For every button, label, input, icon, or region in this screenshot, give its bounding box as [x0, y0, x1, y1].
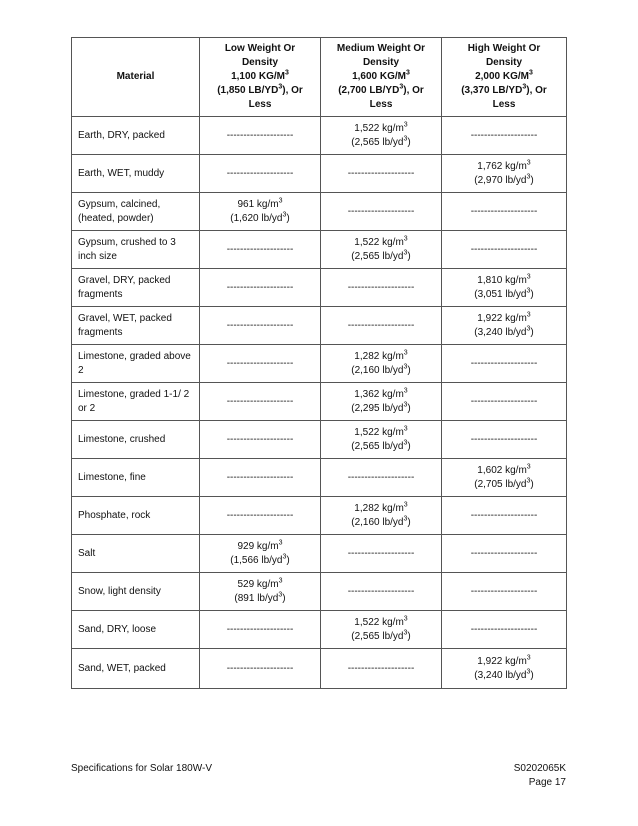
empty-dash-cell: --------------------: [200, 459, 321, 497]
empty-dash-cell: --------------------: [321, 269, 442, 307]
table-row: [72, 573, 567, 611]
table-row: [72, 383, 567, 421]
table-row: [72, 345, 567, 383]
density-value-cell: 1,762 $kg/m^3$ (2,970 $lb/yd^3$): [442, 155, 567, 193]
empty-dash-cell: --------------------: [442, 421, 567, 459]
empty-dash-cell: --------------------: [442, 611, 567, 649]
empty-dash-cell: --------------------: [321, 535, 442, 573]
material-cell: Gravel, DRY, packed fragments: [72, 269, 200, 307]
empty-dash-cell: --------------------: [442, 497, 567, 535]
empty-dash-cell: --------------------: [321, 155, 442, 193]
material-cell: Limestone, crushed: [72, 421, 200, 459]
empty-dash-cell: --------------------: [200, 269, 321, 307]
material-cell: Salt: [72, 535, 200, 573]
header-row: [72, 38, 567, 117]
empty-dash-cell: --------------------: [200, 421, 321, 459]
material-cell: Snow, light density: [72, 573, 200, 611]
density-value-cell: 1,810 $kg/m^3$ (3,051 $lb/yd^3$): [442, 269, 567, 307]
density-table: [71, 37, 567, 689]
material-cell: Sand, DRY, loose: [72, 611, 200, 649]
density-value-cell: 1,282 $kg/m^3$ (2,160 $lb/yd^3$): [321, 497, 442, 535]
material-cell: Phosphate, rock: [72, 497, 200, 535]
empty-dash-cell: --------------------: [200, 497, 321, 535]
table-row: [72, 497, 567, 535]
table-row: [72, 459, 567, 497]
table-row: [72, 269, 567, 307]
table-row: [72, 193, 567, 231]
footer-title: Specifications for Solar 180W-V: [71, 763, 212, 774]
material-cell: Sand, WET, packed: [72, 649, 200, 689]
empty-dash-cell: --------------------: [442, 383, 567, 421]
empty-dash-cell: --------------------: [442, 117, 567, 155]
empty-dash-cell: --------------------: [200, 345, 321, 383]
table-row: [72, 535, 567, 573]
table-row: [72, 231, 567, 269]
empty-dash-cell: --------------------: [442, 535, 567, 573]
empty-dash-cell: --------------------: [200, 307, 321, 345]
material-cell: Gypsum, crushed to 3 inch size: [72, 231, 200, 269]
header-low-weight: Low Weight Or Density 1,100 $KG/M^3$ (1,850 $LB/YD^3$), Or Less: [200, 38, 321, 117]
density-value-cell: 1,922 $kg/m^3$ (3,240 $lb/yd^3$): [442, 649, 567, 689]
empty-dash-cell: --------------------: [442, 231, 567, 269]
material-cell: Gypsum, calcined, (heated, powder): [72, 193, 200, 231]
empty-dash-cell: --------------------: [200, 231, 321, 269]
footer-page-info: [514, 762, 566, 790]
table-row: [72, 611, 567, 649]
empty-dash-cell: --------------------: [442, 193, 567, 231]
empty-dash-cell: --------------------: [321, 193, 442, 231]
density-value-cell: 1,282 $kg/m^3$ (2,160 $lb/yd^3$): [321, 345, 442, 383]
table-row: [72, 155, 567, 193]
density-value-cell: 1,522 $kg/m^3$ (2,565 $lb/yd^3$): [321, 611, 442, 649]
doc-number: S0202065K: [513, 763, 566, 774]
empty-dash-cell: --------------------: [321, 573, 442, 611]
density-value-cell: 1,602 $kg/m^3$ (2,705 $lb/yd^3$): [442, 459, 567, 497]
density-value-cell: 1,362 $kg/m^3$ (2,295 $lb/yd^3$): [321, 383, 442, 421]
empty-dash-cell: --------------------: [442, 345, 567, 383]
header-medium-weight: Medium Weight Or Density 1,600 $KG/M^3$ (2,700 $LB/YD^3$), Or Less: [321, 38, 442, 117]
empty-dash-cell: --------------------: [200, 611, 321, 649]
page-number: Page 17: [528, 777, 566, 788]
empty-dash-cell: --------------------: [200, 383, 321, 421]
density-value-cell: 529 $kg/m^3$ (891 $lb/yd^3$): [200, 573, 321, 611]
density-value-cell: 1,522 $kg/m^3$ (2,565 $lb/yd^3$): [321, 421, 442, 459]
material-cell: Limestone, graded 1-1/ 2 or 2: [72, 383, 200, 421]
table-row: [72, 117, 567, 155]
density-value-cell: 929 $kg/m^3$ (1,566 $lb/yd^3$): [200, 535, 321, 573]
material-cell: Limestone, fine: [72, 459, 200, 497]
empty-dash-cell: --------------------: [200, 117, 321, 155]
table-body: [72, 117, 567, 689]
density-value-cell: 1,922 $kg/m^3$ (3,240 $lb/yd^3$): [442, 307, 567, 345]
material-cell: Earth, WET, muddy: [72, 155, 200, 193]
empty-dash-cell: --------------------: [321, 459, 442, 497]
density-value-cell: 961 $kg/m^3$ (1,620 $lb/yd^3$): [200, 193, 321, 231]
empty-dash-cell: --------------------: [200, 155, 321, 193]
empty-dash-cell: --------------------: [321, 649, 442, 689]
density-value-cell: 1,522 $kg/m^3$ (2,565 $lb/yd^3$): [321, 117, 442, 155]
empty-dash-cell: --------------------: [321, 307, 442, 345]
material-cell: Limestone, graded above 2: [72, 345, 200, 383]
header-material: Material: [72, 38, 200, 117]
density-value-cell: 1,522 $kg/m^3$ (2,565 $lb/yd^3$): [321, 231, 442, 269]
table-row: [72, 421, 567, 459]
empty-dash-cell: --------------------: [442, 573, 567, 611]
table-row: [72, 649, 567, 689]
material-cell: Gravel, WET, packed fragments: [72, 307, 200, 345]
material-cell: Earth, DRY, packed: [72, 117, 200, 155]
header-high-weight: High Weight Or Density 2,000 $KG/M^3$ (3,370 $LB/YD^3$), Or Less: [442, 38, 567, 117]
empty-dash-cell: --------------------: [200, 649, 321, 689]
table-row: [72, 307, 567, 345]
